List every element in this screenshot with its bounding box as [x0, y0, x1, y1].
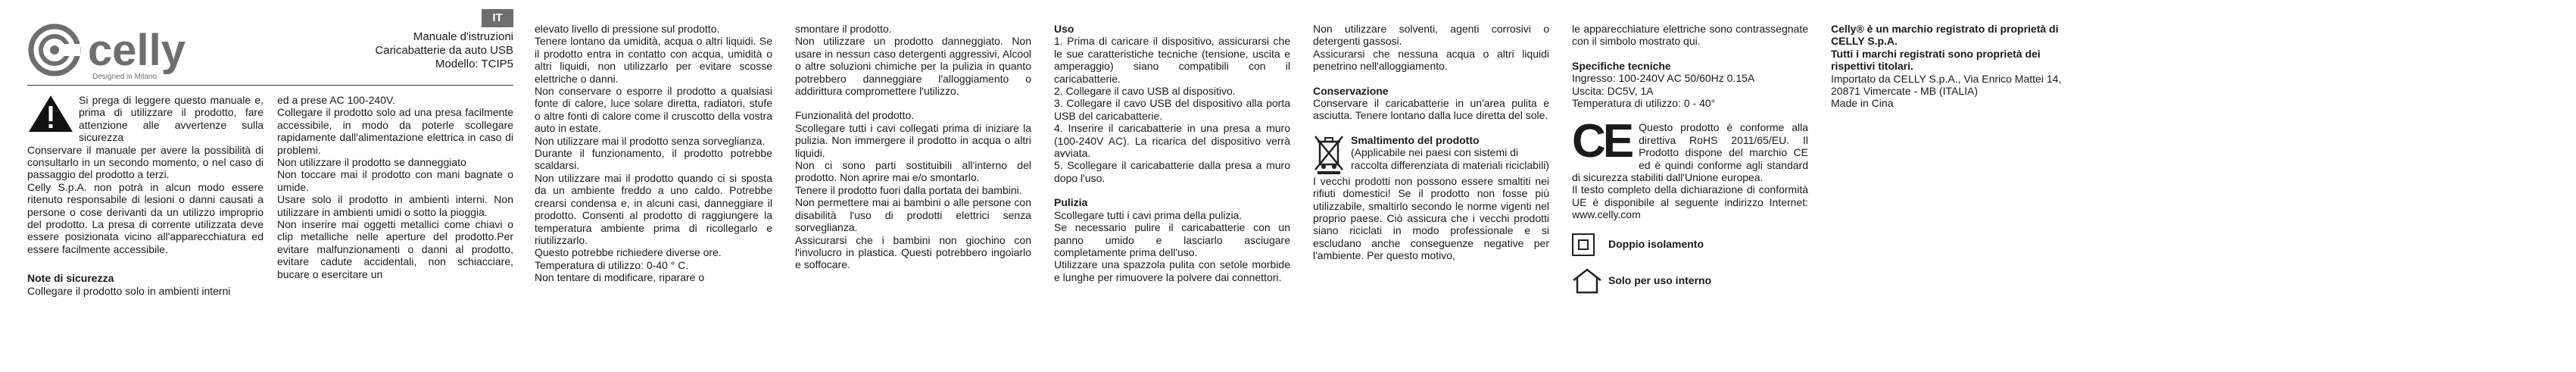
paragraph: Usare solo il prodotto in ambienti interni. Non utilizzare in ambienti umidi o sotto la pioggia.: [277, 193, 513, 218]
storage-title: Conservazione: [1313, 84, 1389, 97]
trademark-line: Tutti i marchi registrati sono proprietà dei rispettivi titolari.: [1831, 47, 2041, 73]
header-lines: [375, 30, 513, 71]
paragraph: Questo potrebbe richiedere diverse ore.: [535, 246, 722, 259]
celly-logo-mark: [27, 23, 224, 83]
paragraph: Non conservare o esporre il prodotto a qualsiasi fonte di calore, luce solare diretta, radiatori, stufe o altre fonti di calore come il cruscotto della vostra auto in estate.: [535, 85, 772, 135]
paragraph: ed a prese AC 100-240V.: [277, 94, 395, 106]
paragraph: Tenere lontano da umidità, acqua o altri liquidi. Se il prodotto entra in contatto con acqua, umidità o altri liquidi, non utilizzarlo per evitare scosse elettriche o danni.: [535, 35, 772, 85]
column-1: [27, 94, 264, 297]
disposal-text: (Applicabile nei paesi con sistemi di raccolta differenziata di materiali riciclabili): [1351, 146, 1549, 171]
ce-block: [1572, 115, 1808, 221]
paragraph: smontare il prodotto.: [795, 23, 892, 35]
cleaning-title: Pulizia: [1054, 196, 1088, 209]
paragraph: Utilizzare una spazzola pulita con setole morbide e lunghe per rimuovere la polvere dai connettori.: [1054, 258, 1290, 283]
disposal-paragraph: I vecchi prodotti non possono essere smaltiti nei rifiuti domestici! Se il prodotto non fosse più utilizzabile, smaltirlo secondo le norme vigenti nel proprio paese. Ciò assicura che i vecchi prodotti siano riciclati in modo professionale e si escludano anche conseguenze negative per l'ambiente. Per questo motivo,: [1313, 174, 1549, 262]
celly-logo: [27, 23, 224, 83]
paragraph: Non utilizzare mai il prodotto quando ci si sposta da un ambiente freddo a uno caldo. Potrebbe crearsi condensa e, in alcuni casi, danneggiare il prodotto. Consenti al prodotto di raggiungere la temperatura ambiente prima di ricollegarlo e riutilizzarlo.: [535, 171, 772, 246]
trademark-line: Celly® è un marchio registrato di proprietà di CELLY S.p.A.: [1831, 23, 2059, 48]
indoor-only-row: [1572, 268, 1808, 294]
double-insulation-icon: [1572, 233, 1595, 256]
ce-text-2: Il testo completo della dichiarazione di conformità UE è disponibile al seguente indirizzo Internet: www.celly.com: [1572, 183, 1808, 221]
ce-mark: CE: [1572, 115, 1632, 168]
column-7: [1572, 23, 1808, 367]
importer-address: Importato da CELLY S.p.A., Via Enrico Mattei 14, 20871 Vimercate - MB (ITALIA): [1831, 72, 2062, 98]
disposal-title: Smaltimento del prodotto: [1351, 133, 1480, 146]
warning-block: [27, 94, 264, 144]
paragraph: Non utilizzare mai il prodotto senza sorveglianza.: [535, 134, 766, 147]
storage-text: Conservare il caricabatterie in un'area pulita e asciutta. Tenere lontano dalla luce diretta del sole.: [1313, 97, 1549, 122]
column-4: [795, 23, 1031, 367]
paragraph: Scollegare tutti i cavi prima della pulizia.: [1054, 208, 1243, 221]
safety-title: Note di sicurezza: [27, 272, 114, 285]
paragraph: Non ci sono parti sostituibili all'interno del prodotto. Non aprire mai e/o smontarlo.: [795, 159, 1031, 184]
warning-triangle-icon: [27, 94, 74, 133]
header-divider: [27, 85, 513, 86]
use-step: 2. Collegare il cavo USB al dispositivo.: [1054, 85, 1236, 98]
product-title: Caricabatterie da auto USB: [375, 44, 513, 57]
column-6: [1313, 23, 1549, 367]
paragraph: Scollegare tutti i cavi collegati prima di iniziare la pulizia. Non immergere il prodotto in acqua o altri liquidi.: [795, 121, 1031, 159]
use-step: 1. Prima di caricare il dispositivo, assicurarsi che le sue caratteristiche tecniche (tensione, uscita e amperaggio) siano compatibili con il caricabatterie.: [1054, 35, 1290, 85]
language-badge: IT: [482, 9, 513, 27]
paragraph: Non toccare mai il prodotto con mani bagnate o umide.: [277, 168, 513, 193]
use-step: 3. Collegare il cavo USB del dispositivo alla porta USB del caricabatterie.: [1054, 97, 1290, 122]
paragraph: Assicurarsi che i bambini non giochino con l'involucro in plastica. Questi potrebbero ingoiarlo e soffocare.: [795, 233, 1031, 271]
paragraph: Non utilizzare solventi, agenti corrosivi o detergenti gassosi.: [1313, 23, 1549, 48]
paragraph: Tenere il prodotto fuori dalla portata dei bambini.: [795, 183, 1022, 196]
paragraph: Non utilizzare un prodotto danneggiato. Non usare in nessun caso detergenti aggressivi, Alcool o altre soluzioni chimiche per la pulizia in quanto potrebbero danneggiare l'alloggiamento o addirittura compromettere l'utilizzo.: [795, 35, 1031, 98]
paragraph: Non inserire mai oggetti metallici come chiavi o clip metalliche nelle aperture del prodotto.Per evitare malfunzionamenti o danni al prodotto, evitare cadute accidentali, non schiacciare, bucare o esercitare un: [277, 218, 513, 280]
made-in: Made in Cina: [1831, 97, 1894, 110]
spec-line: Temperatura di utilizzo: 0 - 40°: [1572, 97, 1716, 110]
column-5: [1054, 23, 1290, 367]
brand-wordmark: celly: [88, 26, 186, 75]
specs-title: Specifiche tecniche: [1572, 59, 1671, 72]
paragraph: Non tentare di modificare, riparare o: [535, 271, 705, 284]
double-insulation-row: [1572, 233, 1808, 256]
warning-text: Si prega di leggere questo manuale e, prima di utilizzare il prodotto, fare attenzione alle avvertenze sulla sicurezza: [79, 94, 264, 144]
panel-1: [27, 6, 513, 370]
paragraph: Se necessario pulire il caricabatterie con un panno umido e lasciarlo asciugare completamente prima dell'uso.: [1054, 221, 1290, 258]
house-icon: [1572, 268, 1602, 294]
spec-line: Uscita: DC5V, 1A: [1572, 84, 1654, 97]
paragraph: Durante il funzionamento, il prodotto potrebbe scaldarsi.: [535, 147, 772, 172]
ce-text: Questo prodotto è conforme alla direttiva RoHS 2011/65/EU. Il Prodotto dispone del marchio CE ed è quindi conforme agli standard di sicurezza stabiliti dall'Unione europea.: [1572, 121, 1808, 184]
paragraph: Celly S.p.A. non potrà in alcun modo essere ritenuto responsabile di lesioni o danni causati a persone o cose derivanti da un utilizzo improprio del prodotto. La presa di corrente utilizzata deve essere posizionata vicino all'apparecchiatura ed essere facilmente accessibile.: [27, 180, 264, 255]
use-step: 5. Scollegare il caricabatterie dalla presa a muro dopo l'uso.: [1054, 159, 1290, 184]
use-title: Uso: [1054, 23, 1074, 35]
model-number: Modello: TCIP5: [435, 58, 513, 70]
brand-tagline: Designed in Milano: [92, 73, 157, 81]
use-step: 4. Inserire il caricabatterie in una presa a muro (100-240V AC). La ricarica del dispositivo verrà avviata.: [1054, 122, 1290, 160]
paragraph: Temperatura di utilizzo: 0-40 ° C.: [535, 258, 689, 271]
paragraph: elevato livello di pressione sul prodotto.: [535, 23, 720, 35]
column-8: [1831, 23, 2067, 367]
column-2: [277, 94, 513, 280]
paragraph: Collegare il prodotto solo ad una presa facilmente accessibile, in modo da poterle scollegare rapidamente dall'alimentazione elettrica in caso di problemi.: [277, 106, 513, 156]
paragraph: Funzionalità del prodotto.: [795, 109, 915, 122]
crossed-bin-icon: [1313, 134, 1345, 175]
paragraph: Assicurarsi che nessuna acqua o altri liquidi penetrino nell'alloggiamento.: [1313, 47, 1549, 73]
double-insulation-label: Doppio isolamento: [1608, 238, 1704, 251]
manual-title: Manuale d'istruzioni: [413, 30, 513, 43]
indoor-only-label: Solo per uso interno: [1608, 274, 1712, 287]
column-3: [535, 23, 772, 367]
paragraph: Non permettere mai ai bambini o alle persone con disabilità l'uso di prodotti elettrici senza sorveglianza.: [795, 196, 1031, 234]
disposal-block: [1313, 134, 1549, 175]
safety-text: Collegare il prodotto solo in ambienti interni: [27, 284, 231, 297]
paragraph: Non utilizzare il prodotto se danneggiato: [277, 156, 466, 169]
paragraph: le apparecchiature elettriche sono contrassegnate con il simbolo mostrato qui.: [1572, 23, 1808, 48]
paragraph: Conservare il manuale per avere la possibilità di consultarlo in un secondo momento, o nel caso di passaggio del prodotto a terzi.: [27, 143, 264, 181]
spec-line: Ingresso: 100-240V AC 50/60Hz 0.15A: [1572, 72, 1755, 85]
